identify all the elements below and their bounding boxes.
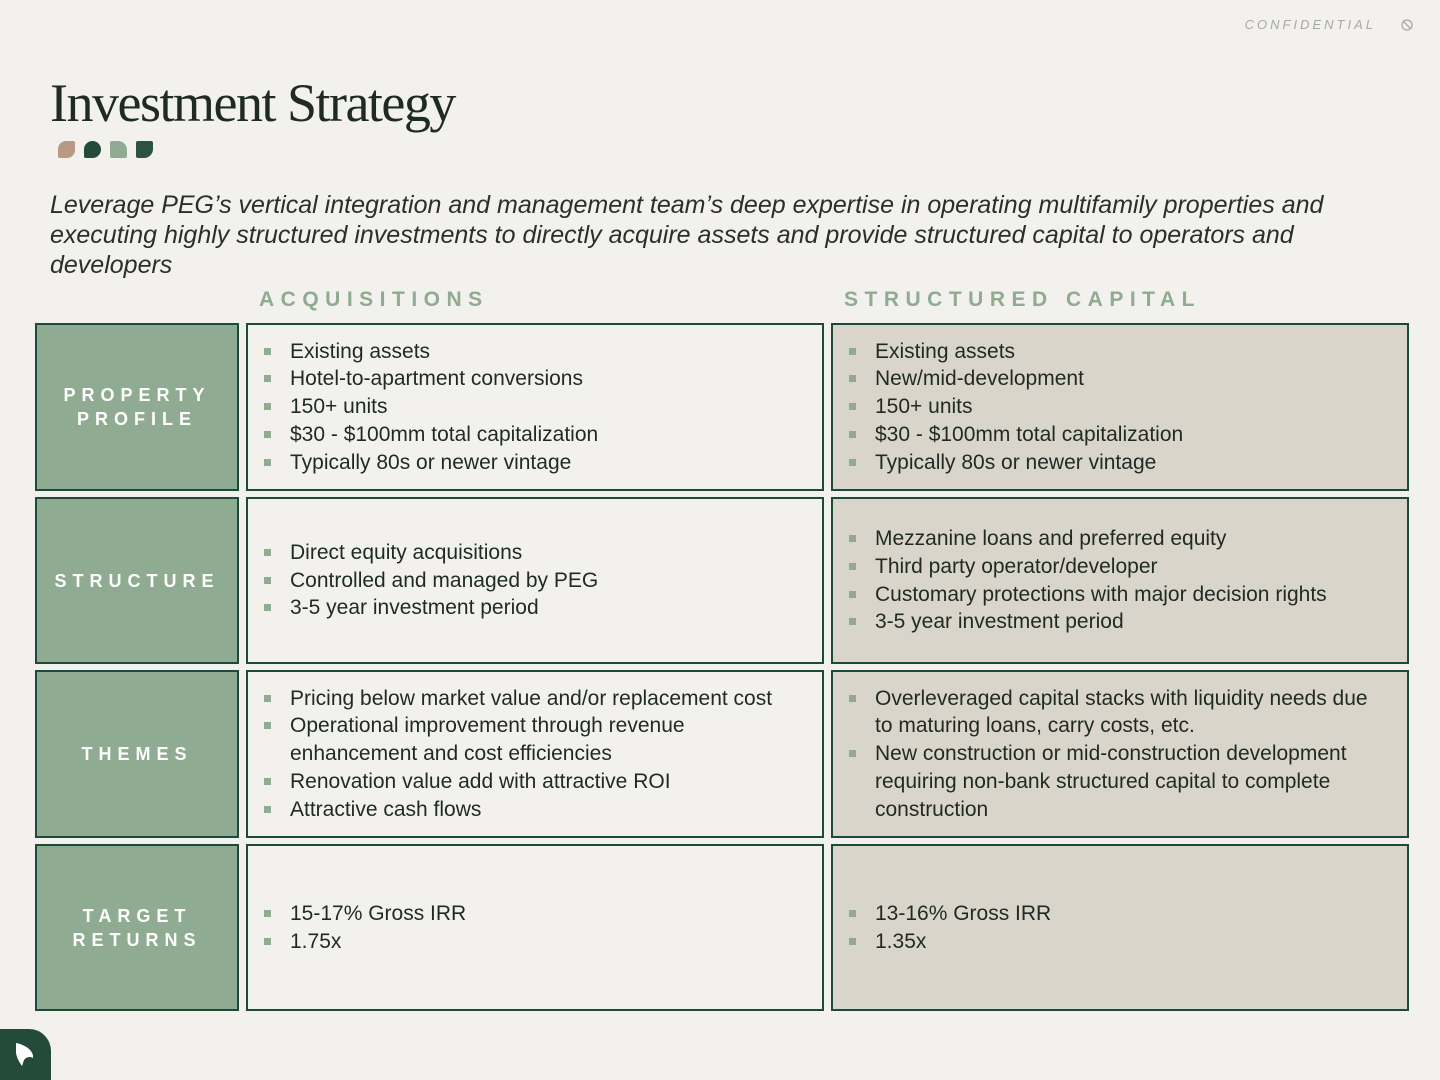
confidential-label: CONFIDENTIAL <box>1244 17 1376 32</box>
list-item: Third party operator/developer <box>847 553 1327 581</box>
row-label-line: PROFILE <box>76 409 197 429</box>
list-item: Existing assets <box>262 338 598 366</box>
row-label-structure <box>35 497 239 664</box>
brand-leaf-logo-icon <box>12 1041 36 1067</box>
cell-structure-structured-capital <box>831 497 1409 664</box>
list-item: Renovation value add with attractive ROI <box>262 768 800 796</box>
page-title: Investment Strategy <box>50 73 455 133</box>
list-item: New/mid-development <box>847 365 1183 393</box>
cell-themes-structured-capital <box>831 670 1409 838</box>
cell-themes-acquisitions <box>246 670 824 838</box>
list-item: 1.35x <box>847 928 1051 956</box>
list-item: $30 - $100mm total capitalization <box>847 421 1183 449</box>
list-item: 150+ units <box>847 393 1183 421</box>
list-item: 150+ units <box>262 393 598 421</box>
row-label-target-returns <box>35 844 239 1011</box>
leaf-icon <box>84 141 101 158</box>
leaf-icon <box>136 141 153 158</box>
brand-tab <box>0 1029 51 1080</box>
row-label-line: PROPERTY <box>63 385 211 405</box>
decorative-leaves <box>58 141 153 158</box>
column-header-structured-capital: STRUCTURED CAPITAL <box>844 288 1201 311</box>
cell-property-profile-structured-capital <box>831 323 1409 491</box>
list-item: 3-5 year investment period <box>262 594 598 622</box>
list-item: Overleveraged capital stacks with liquidity needs due to maturing loans, carry costs, etc. <box>847 685 1385 741</box>
list-item: Existing assets <box>847 338 1183 366</box>
row-label-line: RETURNS <box>72 929 202 950</box>
list-item: Typically 80s or newer vintage <box>847 449 1183 477</box>
list-item: New construction or mid-construction development requiring non-bank structured capital to complete construction <box>847 740 1385 823</box>
list-item: 15-17% Gross IRR <box>262 900 466 928</box>
row-label-property-profile <box>35 323 239 491</box>
cell-target-returns-structured-capital <box>831 844 1409 1011</box>
no-sign-icon <box>1400 18 1414 32</box>
list-item: 13-16% Gross IRR <box>847 900 1051 928</box>
list-item: Controlled and managed by PEG <box>262 567 598 595</box>
list-item: 1.75x <box>262 928 466 956</box>
list-item: Direct equity acquisitions <box>262 539 598 567</box>
list-item: Typically 80s or newer vintage <box>262 449 598 477</box>
strategy-intro: Leverage PEG’s vertical integration and management team’s deep expertise in operating multifamily properties and executing highly structured investments to directly acquire assets and provide structured capital to operators and developers <box>50 191 1324 279</box>
row-label-line: STRUCTURE <box>54 570 220 591</box>
row-label-themes <box>35 670 239 838</box>
list-item: Attractive cash flows <box>262 796 800 824</box>
list-item: Hotel-to-apartment conversions <box>262 365 598 393</box>
list-item: Pricing below market value and/or replacement cost <box>262 685 800 713</box>
cell-structure-acquisitions <box>246 497 824 664</box>
list-item: $30 - $100mm total capitalization <box>262 421 598 449</box>
leaf-icon <box>110 141 127 158</box>
column-header-acquisitions: ACQUISITIONS <box>259 288 489 311</box>
cell-target-returns-acquisitions <box>246 844 824 1011</box>
cell-property-profile-acquisitions <box>246 323 824 491</box>
list-item: Operational improvement through revenue enhancement and cost efficiencies <box>262 712 800 768</box>
list-item: Mezzanine loans and preferred equity <box>847 525 1327 553</box>
leaf-icon <box>58 141 75 158</box>
row-label-line: THEMES <box>81 744 193 764</box>
list-item: 3-5 year investment period <box>847 608 1327 636</box>
row-label-line: TARGET <box>82 905 192 926</box>
list-item: Customary protections with major decision rights <box>847 581 1327 609</box>
